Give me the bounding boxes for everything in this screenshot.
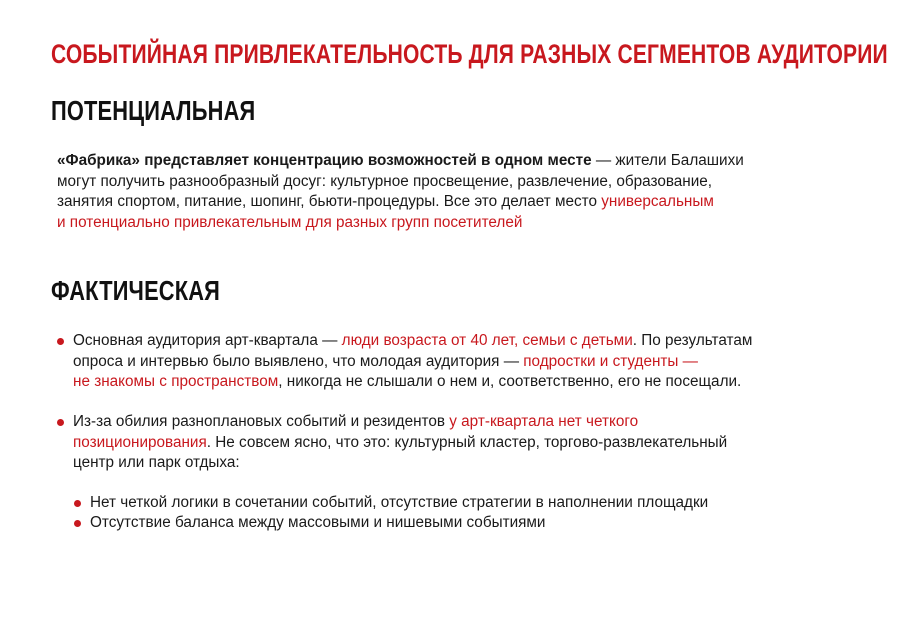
bullet2-line1: Из-за обилия разноплановых событий и резидентов bbox=[73, 413, 450, 430]
potential-highlight-universal: универсальным bbox=[601, 193, 714, 210]
bullet-dot-icon bbox=[74, 520, 81, 527]
page-title: СОБЫТИЙНАЯ ПРИВЛЕКАТЕЛЬНОСТЬ ДЛЯ РАЗНЫХ СЕГМЕНТОВ АУДИТОРИИ bbox=[51, 39, 888, 69]
bullet2-highlight-positioning: позиционирования bbox=[73, 433, 207, 451]
bullet1-highlight-unfamiliar: не знакомы с пространством bbox=[73, 373, 279, 390]
bullet1-highlight-age: люди возраста от 40 лет, семьи с детьми bbox=[341, 332, 633, 349]
bullet2-highlight-no-clear: у арт-квартала нет четкого bbox=[449, 413, 639, 430]
bullet-dot-icon bbox=[57, 338, 64, 345]
section-title-potential: ПОТЕНЦИАЛЬНАЯ bbox=[51, 95, 256, 126]
bullet-dot-icon bbox=[57, 419, 64, 426]
bullet-positioning bbox=[73, 412, 833, 474]
potential-bold-lead: «Фабрика» представляет концентрацию возможностей в одном месте bbox=[57, 152, 592, 169]
potential-line2: могут получить разнообразный досуг: культурное просвещение, развлечение, образование, bbox=[57, 172, 713, 190]
bullet-dot-icon bbox=[74, 500, 81, 507]
potential-line3: занятия спортом, питание, шопинг, бьюти-процедуры. Все это делает место bbox=[57, 193, 602, 210]
potential-line1-rest: — жители Балашихи bbox=[591, 152, 744, 169]
bullet1-line1: Основная аудитория арт-квартала — bbox=[73, 332, 342, 349]
bullet2-line3: центр или парк отдыха: bbox=[73, 454, 240, 471]
potential-paragraph bbox=[57, 151, 817, 233]
bullet1-highlight-youth: подростки и студенты — bbox=[523, 352, 698, 370]
bullet1-line3-rest: , никогда не слышали о нем и, соответственно, его не посещали. bbox=[278, 373, 742, 390]
bullet1-line2: опроса и интервью было выявлено, что молодая аудитория — bbox=[73, 352, 524, 370]
bullet1-line1-rest: . По результатам bbox=[632, 332, 753, 349]
section-title-factual: ФАКТИЧЕСКАЯ bbox=[51, 275, 220, 306]
potential-highlight-attractive: и потенциально привлекательным для разных групп посетителей bbox=[57, 213, 523, 231]
sub-bullet-text: Нет четкой логики в сочетании событий, отсутствие стратегии в наполнении площадки bbox=[90, 494, 709, 511]
bullet-audience bbox=[73, 331, 833, 393]
sub-bullet-balance bbox=[90, 513, 830, 534]
bullet2-line2-rest: . Не совсем ясно, что это: культурный кластер, торгово-развлекательный bbox=[206, 433, 728, 451]
sub-bullet-logic bbox=[90, 493, 830, 514]
sub-bullet-text: Отсутствие баланса между массовыми и нишевыми событиями bbox=[90, 514, 546, 531]
